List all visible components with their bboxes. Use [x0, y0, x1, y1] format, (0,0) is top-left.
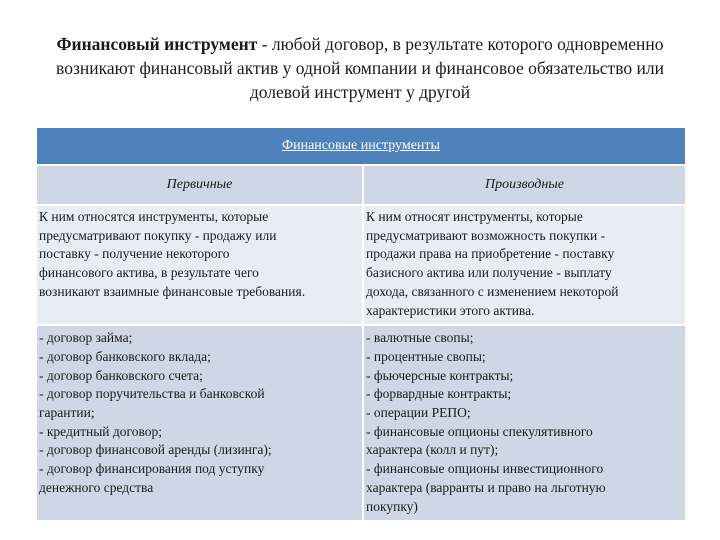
primary-list-cell: [37, 325, 363, 520]
primary-description-line: поставку - получение некоторого: [39, 246, 230, 262]
slide-heading: [40, 32, 680, 104]
column-header-derivative: Производные: [363, 165, 685, 205]
derivative-description-line: предусматривают возможность покупки -: [366, 227, 606, 243]
list-item: - договор займа;: [39, 330, 133, 346]
derivative-description-cell: [363, 205, 685, 325]
derivative-description-line: продажи права на приобретение - поставку: [366, 246, 615, 262]
derivative-description-line: дохода, связанного с изменением некоторой: [366, 283, 619, 299]
list-item: характера (варранты и право на льготную: [366, 479, 606, 495]
list-item: - договор финансирования под уступку: [39, 461, 265, 477]
list-item: - договор банковского вклада;: [39, 348, 211, 364]
primary-description-line: К ним относятся инструменты, которые: [39, 209, 269, 224]
primary-description-line: финансового актива, в результате чего: [39, 265, 259, 281]
column-header-row: [37, 165, 685, 205]
table-title-cell: [37, 128, 685, 165]
list-item: - кредитный договор;: [39, 423, 162, 439]
list-item: - фьючерсные контракты;: [366, 367, 514, 383]
list-item: гарантии;: [39, 405, 95, 421]
list-item: - валютные свопы;: [366, 330, 474, 346]
list-item: - форвардные контракты;: [366, 386, 512, 402]
list-item: - договор финансовой аренды (лизинга);: [39, 442, 272, 458]
list-item: - процентные свопы;: [366, 348, 486, 364]
list-item: характера (колл и пут);: [366, 442, 499, 458]
derivative-description-line: К ним относят инструменты, которые: [366, 209, 583, 224]
list-item: - финансовые опционы спекулятивного: [366, 423, 593, 439]
primary-description-line: предусматривают покупку - продажу или: [39, 227, 277, 243]
derivative-list-cell: [363, 325, 685, 520]
heading-definition: - любой договор, в результате которого одновременно возникают финансовый актив у одной компании и финансовое обязательство или долевой инструмент у другой: [56, 34, 664, 102]
description-row: [37, 205, 685, 325]
heading-term: Финансовый инструмент: [56, 34, 258, 54]
derivative-description-line: характеристики этого актива.: [366, 302, 535, 318]
list-item: - финансовые опционы инвестиционного: [366, 461, 604, 477]
primary-description-cell: [37, 205, 363, 325]
table-title: Финансовые инструменты: [282, 138, 440, 153]
list-item: - договор поручительства и банковской: [39, 386, 265, 402]
examples-row: [37, 325, 685, 520]
table-header-row: [37, 128, 685, 165]
instruments-table: [37, 128, 685, 520]
list-item: покупку): [366, 498, 418, 514]
list-item: - договор банковского счета;: [39, 367, 203, 383]
primary-description-line: возникают взаимные финансовые требования.: [39, 283, 306, 299]
list-item: денежного средства: [39, 479, 154, 495]
column-header-primary: Первичные: [37, 165, 363, 205]
list-item: - операции РЕПО;: [366, 405, 471, 421]
derivative-description-line: базисного актива или получение - выплату: [366, 265, 612, 281]
